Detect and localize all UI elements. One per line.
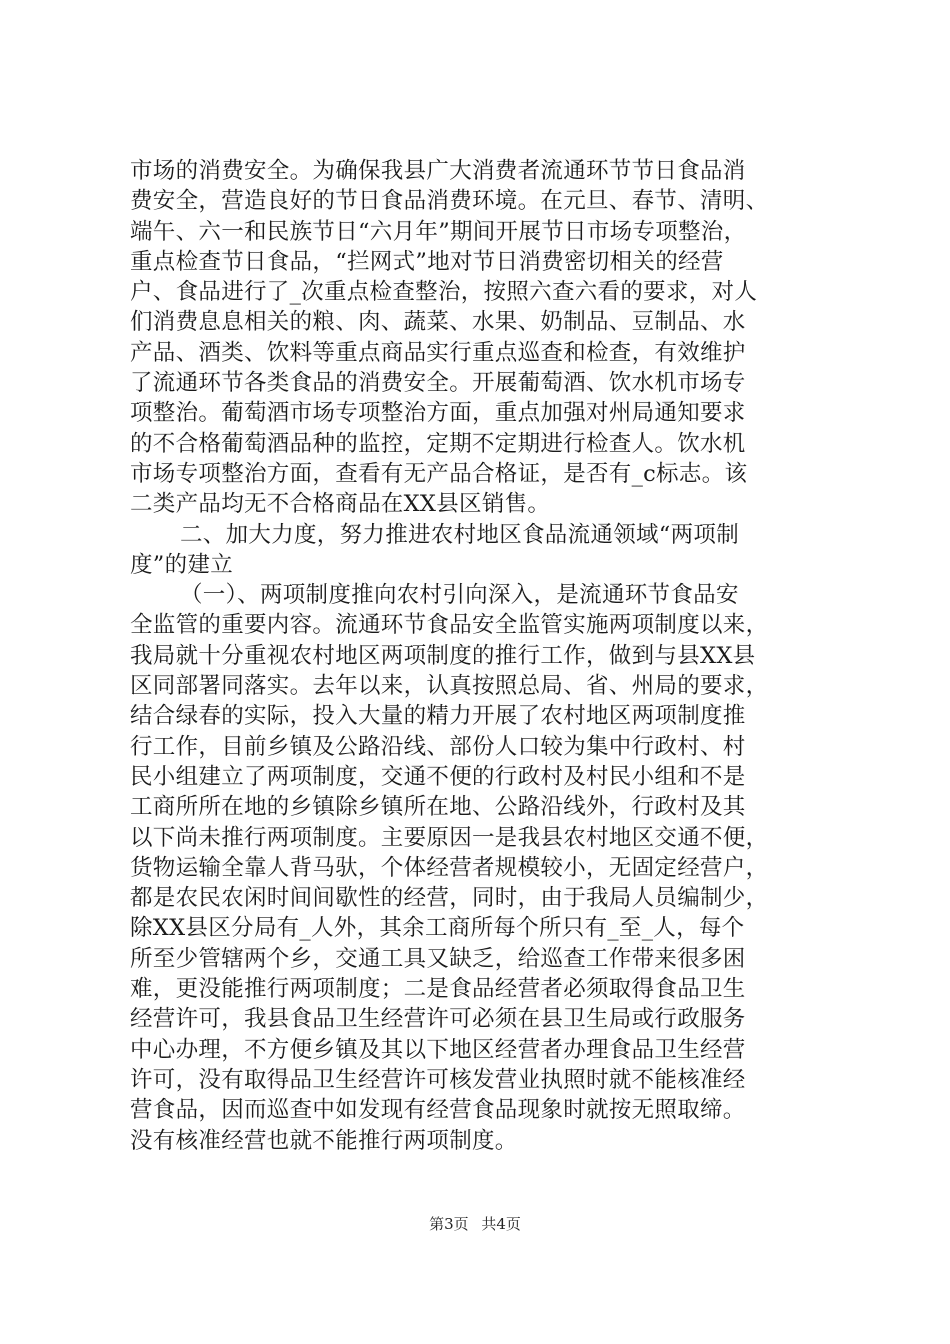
text-line: 货物运输全靠人背马驮，个体经营者规模较小，无固定经营户， — [130, 854, 769, 881]
text-line: 费安全，营造良好的节日食品消费环境。在元旦、春节、清明、 — [130, 188, 769, 215]
section-heading-line: 二、加大力度，努力推进农村地区食品流通领域“两项制 — [180, 521, 740, 548]
text-line: 我局就十分重视农村地区两项制度的推行工作，做到与县XX县 — [130, 642, 756, 669]
text-line: 没有核准经营也就不能推行两项制度。 — [130, 1127, 518, 1154]
text-line: 营食品，因而巡查中如发现有经营食品现象时就按无照取缔。 — [130, 1097, 746, 1124]
text-line: 的不合格葡萄酒品种的监控，定期不定期进行检查人。饮水机 — [130, 430, 746, 457]
text-line: 所至少管辖两个乡，交通工具又缺乏，给巡查工作带来很多困 — [130, 945, 746, 972]
text-line: 们消费息息相关的粮、肉、蔬菜、水果、奶制品、豆制品、水 — [130, 309, 746, 336]
page-footer — [0, 1214, 950, 1234]
text-line: 重点检查节日食品，“拦网式”地对节日消费密切相关的经营 — [130, 248, 724, 275]
text-line: 工商所所在地的乡镇除乡镇所在地、公路沿线外，行政村及其 — [130, 794, 746, 821]
text-line: 民小组建立了两项制度，交通不便的行政村及村民小组和不是 — [130, 763, 746, 790]
text-line: 市场专项整治方面，查看有无产品合格证，是否有_c标志。该 — [130, 460, 748, 487]
section-heading-line: 度”的建立 — [130, 551, 234, 578]
page-total: 共4页 — [481, 1215, 521, 1233]
text-line: 产品、酒类、饮料等重点商品实行重点巡查和检查，有效维护 — [130, 339, 746, 366]
text-line: 以下尚未推行两项制度。主要原因一是我县农村地区交通不便， — [130, 824, 769, 851]
text-line: 难，更没能推行两项制度；二是食品经营者必须取得食品卫生 — [130, 976, 746, 1003]
text-line: 市场的消费安全。为确保我县广大消费者流通环节节日食品消 — [130, 158, 746, 184]
page-number: 第3页 — [429, 1215, 469, 1233]
text-line: 全监管的重要内容。流通环节食品安全监管实施两项制度以来， — [130, 612, 769, 639]
text-line: 了流通环节各类食品的消费安全。开展葡萄酒、饮水机市场专 — [130, 370, 746, 397]
text-line: （一）、两项制度推向农村引向深入，是流通环节食品安 — [180, 582, 739, 609]
text-line: 中心办理，不方便乡镇及其以下地区经营者办理食品卫生经营 — [130, 1036, 746, 1063]
text-line: 许可，没有取得品卫生经营许可核发营业执照时就不能核准经 — [130, 1066, 746, 1093]
text-line: 户、食品进行了_次重点检查整治，按照六查六看的要求，对人 — [130, 279, 758, 306]
text-line: 都是农民农闲时间间歇性的经营，同时，由于我局人员编制少， — [130, 885, 769, 912]
text-line: 二类产品均无不合格商品在XX县区销售。 — [130, 491, 551, 518]
document-body — [130, 156, 830, 1156]
text-line: 结合绿春的实际，投入大量的精力开展了农村地区两项制度推 — [130, 703, 746, 730]
text-line: 项整治。葡萄酒市场专项整治方面，重点加强对州局通知要求 — [130, 400, 746, 427]
text-line: 行工作，目前乡镇及公路沿线、部份人口较为集中行政村、村 — [130, 733, 746, 760]
text-line: 区同部署同落实。去年以来，认真按照总局、省、州局的要求， — [130, 673, 769, 700]
text-line: 经营许可，我县食品卫生经营许可必须在县卫生局或行政服务 — [130, 1006, 746, 1033]
text-line: 除XX县区分局有_人外，其余工商所每个所只有_至_人，每个 — [130, 915, 745, 942]
text-line: 端午、六一和民族节日“六月年”期间开展节日市场专项整治， — [130, 218, 747, 245]
